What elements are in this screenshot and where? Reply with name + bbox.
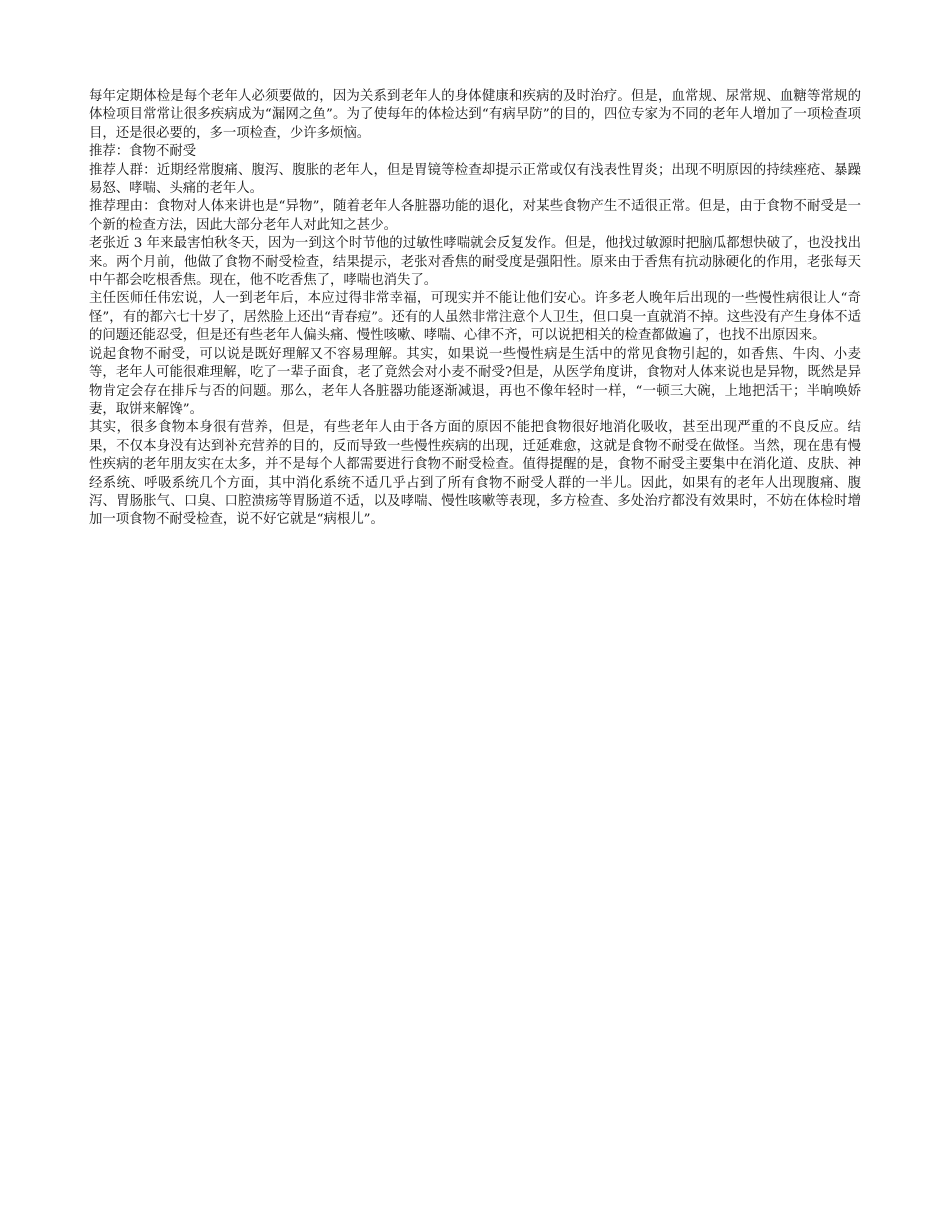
explanation-paragraph: 说起食物不耐受，可以说是既好理解又不容易理解。其实，如果说一些慢性病是生活中的常见食物引起的，如香焦、牛肉、小麦等，老年人可能很难理解，吃了一辈子面食，老了竟然会对小麦不耐受?但是，从医学角度讲，食物对人体来说也是异物，既然是异物肯定会存在排斥与否的问题。那么，老年人各脏器功能逐渐减退，再也不像年轻时一样，“一顿三大碗，上地把活干；半晌唤娇妻，取饼来解馋”。: [89, 346, 861, 417]
reason-paragraph: 推荐理由：食物对人体来讲也是“异物”，随着老年人各脏器功能的退化，对某些食物产生不适很正常。但是，由于食物不耐受是一个新的检查方法，因此大部分老年人对此知之甚少。: [89, 199, 861, 233]
conclusion-paragraph: 其实，很多食物本身很有营养，但是，有些老年人由于各方面的原因不能把食物很好地消化吸收，甚至出现严重的不良反应。结果，不仅本身没有达到补充营养的目的，反而导致一些慢性疾病的出现，迁延难愈，这就是食物不耐受在做怪。当然，现在患有慢性疾病的老年朋友实在太多，并不是每个人都需要进行食物不耐受检查。值得提醒的是，食物不耐受主要集中在消化道、皮肤、神经系统、呼吸系统几个方面，其中消化系统不适几乎占到了所有食物不耐受人群的一半儿。因此，如果有的老年人出现腹痛、腹泻、胃肠胀气、口臭、口腔溃疡等胃肠道不适，以及哮喘、慢性咳嗽等表现，多方检查、多处治疗都没有效果时，不妨在体检时增加一项食物不耐受检查，说不好它就是“病根儿”。: [89, 420, 861, 528]
article-body: [89, 88, 861, 530]
intro-paragraph: 每年定期体检是每个老年人必须要做的，因为关系到老年人的身体健康和疾病的及时治疗。但是，血常规、尿常规、血糖等常规的体检项目常常让很多疾病成为“漏网之鱼”。为了使每年的体检达到“有病早防”的目的，四位专家为不同的老年人增加了一项检查项目，还是很必要的，多一项检查，少许多烦恼。: [89, 89, 861, 141]
doctor-quote-paragraph: 主任医师任伟宏说，人一到老年后，本应过得非常幸福，可现实并不能让他们安心。许多老人晚年后出现的一些慢性病很让人“奇怪”，有的都六七十岁了，居然脸上还出“青春痘”。还有的人虽然非常注意个人卫生，但口臭一直就消不掉。这些没有产生身体不适的问题还能忍受，但是还有些老年人偏头痛、慢性咳嗽、哮喘、心律不齐，可以说把相关的检查都做遍了，也找不出原因来。: [89, 291, 861, 344]
case-story-paragraph: 老张近 3 年来最害怕秋冬天，因为一到这个时节他的过敏性哮喘就会反复发作。但是，他找过敏源时把脑瓜都想快破了，也没找出来。两个月前，他做了食物不耐受检查，结果提示，老张对香焦的耐受度是强阳性。原来由于香焦有抗动脉硬化的作用，老张每天中午都会吃根香焦。现在，他不吃香焦了，哮喘也消失了。: [89, 236, 861, 289]
recommendation-heading: 推荐：食物不耐受: [89, 144, 197, 160]
target-group-paragraph: 推荐人群：近期经常腹痛、腹泻、腹胀的老年人，但是胃镜等检查却提示正常或仅有浅表性胃炎；出现不明原因的持续痤疮、暴躁易怒、哮喘、头痛的老年人。: [89, 162, 861, 197]
